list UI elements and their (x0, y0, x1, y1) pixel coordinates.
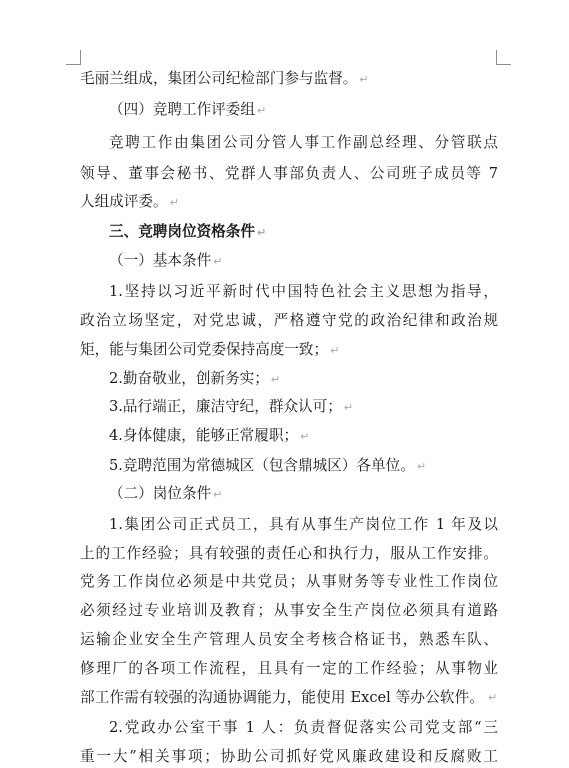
text-line: 运输企业安全生产管理人员安全考核合格证书，熟悉车队、 (80, 631, 498, 648)
section-heading: 三、竞聘岗位资格条件 ↵ (109, 223, 267, 240)
paragraph-mark-icon: ↵ (416, 460, 427, 473)
text-line: 上的工作经验；具有较强的责任心和执行力，服从工作安排。 (80, 545, 498, 562)
paragraph-mark-icon: ↵ (169, 196, 179, 209)
margin-corner-mark-right (496, 50, 511, 65)
section-heading: （二）岗位条件 ↵ (109, 485, 223, 502)
section-heading: （一）基本条件 ↵ (109, 252, 223, 269)
text-line: 必须经过专业培训及教育；从事安全生产岗位必须具有道路 (80, 602, 498, 619)
paragraph-mark-icon: ↵ (270, 373, 281, 386)
text-line: 1.集团公司正式员工，具有从事生产岗位工作 1 年及以 (109, 516, 498, 533)
paragraph-mark-icon: ↵ (330, 344, 340, 357)
text-line: 重一大”相关事项；协助公司抓好党风廉政建设和反腐败工 (80, 748, 498, 765)
text-line: 4.身体健康，能够正常履职； ↵ (109, 427, 310, 444)
text-line: 5.竞聘范围为常德城区（包含鼎城区）各单位。 ↵ (109, 457, 427, 474)
paragraph-mark-icon: ↵ (256, 226, 267, 239)
paragraph-mark-icon: ↵ (488, 691, 498, 704)
text-line: 领导、董事会秘书、党群人事部负责人、公司班子成员等 7 (80, 165, 498, 182)
paragraph-mark-icon: ↵ (213, 488, 223, 501)
text-line: 人组成评委。 ↵ (80, 193, 179, 210)
text-line: 1.坚持以习近平新时代中国特色社会主义思想为指导， (109, 283, 498, 300)
paragraph-mark-icon: ↵ (343, 401, 354, 414)
text-line: 2.党政办公室干事 1 人：负责督促落实公司党支部“三 (109, 719, 498, 736)
text-line: 2.勤奋敬业，创新务实； ↵ (109, 370, 281, 387)
text-line: 矩，能与集团公司党委保持高度一致； ↵ (80, 341, 340, 358)
paragraph-mark-icon: ↵ (300, 430, 310, 443)
text-line: 毛丽兰组成，集团公司纪检部门参与监督。 ↵ (80, 70, 369, 87)
paragraph-mark-icon: ↵ (359, 73, 369, 86)
text-line: 部工作需有较强的沟通协调能力，能使用 Excel 等办公软件。 (80, 689, 484, 706)
text-line: 3.品行端正，廉洁守纪，群众认可； ↵ (109, 398, 354, 415)
paragraph-mark-icon: ↵ (256, 104, 267, 117)
margin-corner-mark-left (66, 50, 81, 65)
text-line: 修理厂的各项工作流程，且具有一定的工作经验；从事物业 (80, 660, 498, 677)
text-line: 党务工作岗位必须是中共党员；从事财务等专业性工作岗位 (80, 573, 498, 590)
paragraph-mark-icon: ↵ (213, 255, 223, 268)
text-line: 政治立场坚定，对党忠诚，严格遵守党的政治纪律和政治规 (80, 312, 498, 329)
text-line: 竞聘工作由集团公司分管人事工作副总经理、分管联点 (109, 134, 498, 151)
section-heading: （四）竞聘工作评委组 ↵ (109, 101, 267, 118)
